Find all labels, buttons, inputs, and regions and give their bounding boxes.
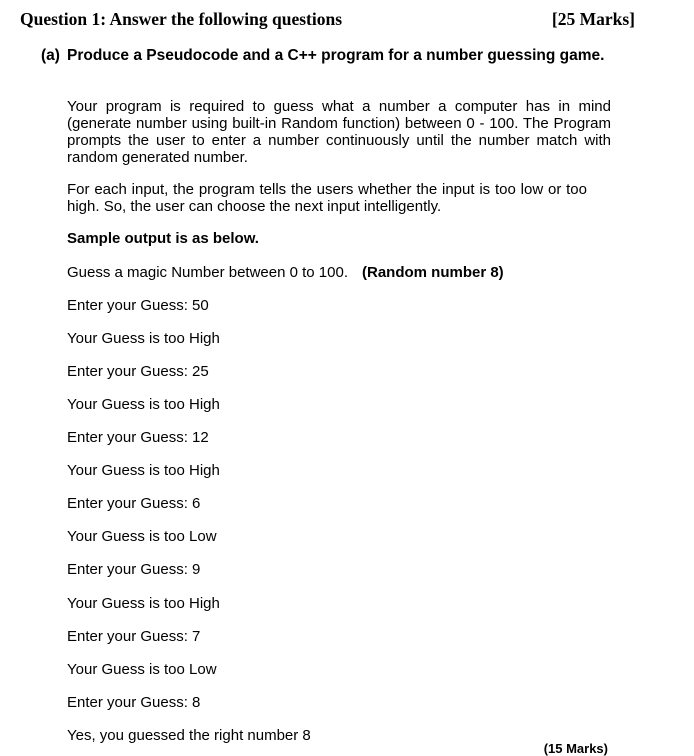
sample-output-line: Enter your Guess: 25: [67, 363, 209, 380]
sample-output-line: Enter your Guess: 8: [67, 694, 201, 711]
sample-output-line: Yes, you guessed the right number 8: [67, 727, 311, 744]
sample-output-line: Enter your Guess: 6: [67, 495, 201, 512]
sample-output-line: Enter your Guess: 7: [67, 628, 201, 645]
question-title: Question 1: Answer the following questions: [20, 9, 343, 29]
sample-output-line: Your Guess is too High: [67, 595, 220, 612]
random-number-note: (Random number 8): [362, 264, 504, 281]
sample-output-line: Enter your Guess: 12: [67, 429, 209, 446]
sample-output-line: Your Guess is too High: [67, 462, 220, 479]
sample-output-line: Your Guess is too Low: [67, 661, 217, 678]
question-marks: [25 Marks]: [551, 9, 635, 29]
feedback-paragraph: For each input, the program tells the users whether the input is too low or too high. So, the user can choose the next input intelligently.: [67, 181, 587, 215]
sample-output-line: Your Guess is too Low: [67, 528, 217, 545]
sample-intro-line: [67, 264, 504, 281]
requirement-paragraph: Your program is required to guess what a number a computer has in mind (generate number using built-in Random function) between 0 - 100. The Program prompts the user to enter a number continuously until the number match with random generated number.: [67, 98, 611, 166]
sample-output-line: Your Guess is too High: [67, 330, 220, 347]
sample-output-line: Your Guess is too High: [67, 396, 220, 413]
part-a-prompt: Produce a Pseudocode and a C++ program for a number guessing game.: [67, 47, 605, 64]
sample-output-line: Enter your Guess: 9: [67, 561, 201, 578]
sample-output-line: Enter your Guess: 50: [67, 297, 209, 314]
sample-intro-text: Guess a magic Number between 0 to 100.: [67, 264, 348, 281]
part-a-marks-cutoff: (15 Marks): [543, 741, 608, 756]
part-a-label: (a): [41, 47, 60, 64]
sample-output-heading: Sample output is as below.: [67, 230, 259, 247]
